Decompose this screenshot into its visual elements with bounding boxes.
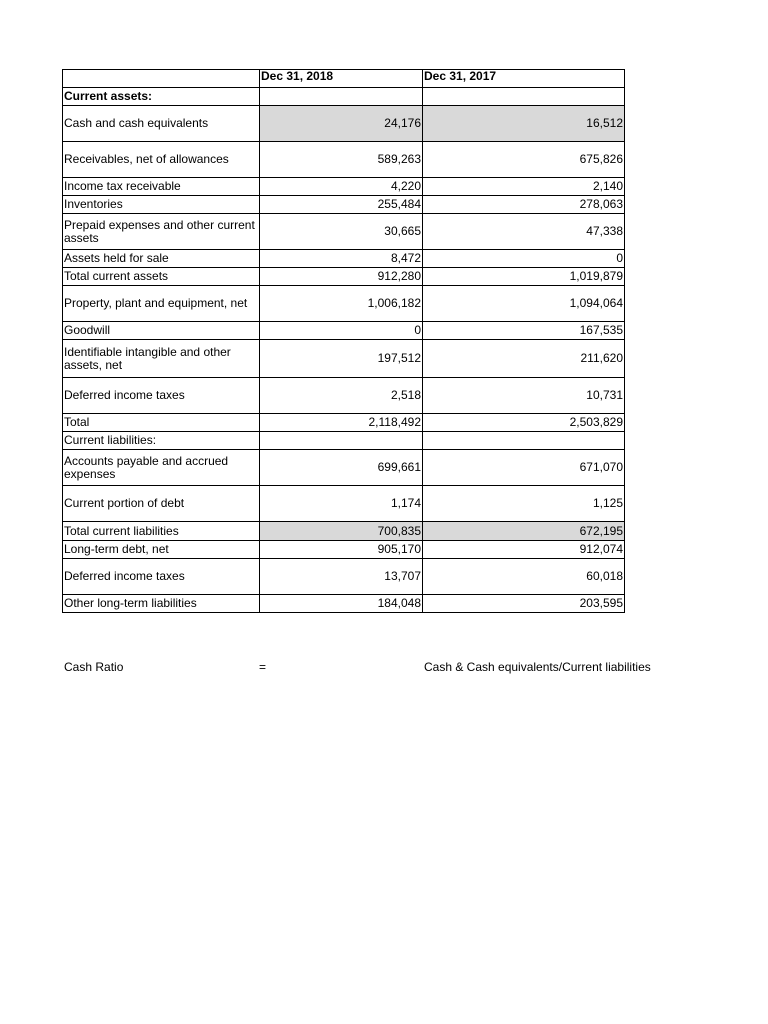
value-2018-cell[interactable]: 2,518: [260, 378, 423, 414]
value-2017-cell[interactable]: 671,070: [423, 450, 625, 486]
balance-sheet-table: [62, 69, 625, 613]
table-row: [63, 286, 625, 322]
value-2018-cell[interactable]: 4,220: [260, 178, 423, 196]
table-row: [63, 541, 625, 559]
value-2017-cell[interactable]: 675,826: [423, 142, 625, 178]
value-2017-cell[interactable]: 2,503,829: [423, 414, 625, 432]
table-row: [63, 340, 625, 378]
row-label-cell[interactable]: Accounts payable and accrued expenses: [63, 450, 260, 486]
header-2017-cell[interactable]: Dec 31, 2017: [423, 70, 625, 88]
value-2017-cell[interactable]: 0: [423, 250, 625, 268]
value-2018-cell[interactable]: 589,263: [260, 142, 423, 178]
row-label-cell[interactable]: Current liabilities:: [63, 432, 260, 450]
table-row: [63, 88, 625, 106]
value-2018-cell[interactable]: 1,006,182: [260, 286, 423, 322]
row-label-cell[interactable]: Inventories: [63, 196, 260, 214]
row-label-cell[interactable]: Assets held for sale: [63, 250, 260, 268]
table-row: [63, 486, 625, 522]
value-2017-cell[interactable]: 60,018: [423, 559, 625, 595]
cash-ratio-formula[interactable]: Cash & Cash equivalents/Current liabilities: [424, 660, 651, 674]
header-row: [63, 70, 625, 88]
value-2018-cell[interactable]: 8,472: [260, 250, 423, 268]
value-2017-cell[interactable]: 1,125: [423, 486, 625, 522]
table-row: [63, 250, 625, 268]
value-2018-cell[interactable]: 30,665: [260, 214, 423, 250]
row-label-cell[interactable]: Income tax receivable: [63, 178, 260, 196]
row-label-cell[interactable]: Property, plant and equipment, net: [63, 286, 260, 322]
row-label-cell[interactable]: Receivables, net of allowances: [63, 142, 260, 178]
table-row: [63, 106, 625, 142]
row-label-cell[interactable]: Deferred income taxes: [63, 559, 260, 595]
row-label-cell[interactable]: Deferred income taxes: [63, 378, 260, 414]
value-2018-cell[interactable]: 0: [260, 322, 423, 340]
cash-ratio-label[interactable]: Cash Ratio: [64, 660, 124, 674]
value-2017-cell[interactable]: 1,094,064: [423, 286, 625, 322]
value-2017-cell[interactable]: 16,512: [423, 106, 625, 142]
value-2018-cell[interactable]: 700,835: [260, 522, 423, 541]
row-label-cell[interactable]: Long-term debt, net: [63, 541, 260, 559]
row-label-cell[interactable]: Current assets:: [63, 88, 260, 106]
value-2018-cell[interactable]: 255,484: [260, 196, 423, 214]
table-row: [63, 378, 625, 414]
row-label-cell[interactable]: Identifiable intangible and other assets, net: [63, 340, 260, 378]
value-2018-cell[interactable]: 13,707: [260, 559, 423, 595]
value-2017-cell[interactable]: [423, 88, 625, 106]
value-2018-cell[interactable]: 1,174: [260, 486, 423, 522]
table-row: [63, 322, 625, 340]
value-2017-cell[interactable]: 211,620: [423, 340, 625, 378]
value-2017-cell[interactable]: 203,595: [423, 595, 625, 613]
value-2018-cell[interactable]: 2,118,492: [260, 414, 423, 432]
row-label-cell[interactable]: Total current liabilities: [63, 522, 260, 541]
row-label-cell[interactable]: Goodwill: [63, 322, 260, 340]
table-row: [63, 414, 625, 432]
table-row: [63, 142, 625, 178]
value-2018-cell[interactable]: 905,170: [260, 541, 423, 559]
table-row: [63, 268, 625, 286]
value-2018-cell[interactable]: 699,661: [260, 450, 423, 486]
row-label-cell[interactable]: Total current assets: [63, 268, 260, 286]
value-2017-cell[interactable]: 167,535: [423, 322, 625, 340]
value-2018-cell[interactable]: [260, 432, 423, 450]
value-2018-cell[interactable]: 197,512: [260, 340, 423, 378]
value-2017-cell[interactable]: 2,140: [423, 178, 625, 196]
value-2017-cell[interactable]: 10,731: [423, 378, 625, 414]
value-2017-cell[interactable]: 278,063: [423, 196, 625, 214]
table-row: [63, 450, 625, 486]
table-row: [63, 522, 625, 541]
row-label-cell[interactable]: Prepaid expenses and other current assets: [63, 214, 260, 250]
value-2017-cell[interactable]: 1,019,879: [423, 268, 625, 286]
header-2018-cell[interactable]: Dec 31, 2018: [260, 70, 423, 88]
value-2018-cell[interactable]: 24,176: [260, 106, 423, 142]
row-label-cell[interactable]: Cash and cash equivalents: [63, 106, 260, 142]
table-row: [63, 595, 625, 613]
table-row: [63, 196, 625, 214]
table-row: [63, 214, 625, 250]
value-2018-cell[interactable]: [260, 88, 423, 106]
row-label-cell[interactable]: Current portion of debt: [63, 486, 260, 522]
equals-sign[interactable]: =: [259, 660, 267, 674]
table-row: [63, 178, 625, 196]
value-2017-cell[interactable]: 912,074: [423, 541, 625, 559]
value-2017-cell[interactable]: 47,338: [423, 214, 625, 250]
header-label-cell[interactable]: [63, 70, 260, 88]
row-label-cell[interactable]: Total: [63, 414, 260, 432]
table-row: [63, 559, 625, 595]
value-2017-cell[interactable]: [423, 432, 625, 450]
value-2018-cell[interactable]: 184,048: [260, 595, 423, 613]
value-2017-cell[interactable]: 672,195: [423, 522, 625, 541]
value-2018-cell[interactable]: 912,280: [260, 268, 423, 286]
row-label-cell[interactable]: Other long-term liabilities: [63, 595, 260, 613]
table-row: [63, 432, 625, 450]
